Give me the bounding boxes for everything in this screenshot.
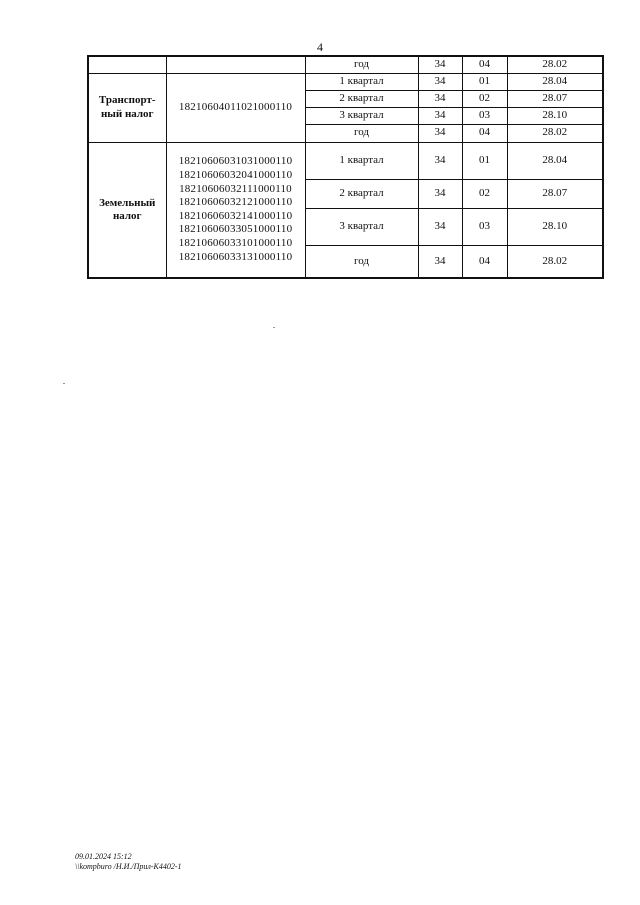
- kbk-code: 18210606032121000110: [178, 196, 293, 209]
- code-b-cell: 04: [462, 56, 507, 73]
- code-b-cell: 01: [462, 73, 507, 90]
- scan-speck: [63, 383, 65, 384]
- table-row: [88, 56, 603, 73]
- page-number: 4: [317, 40, 323, 54]
- code-a-cell: 34: [418, 124, 462, 142]
- date-cell: 28.04: [507, 142, 603, 179]
- period-cell: 2 квартал: [305, 90, 418, 107]
- empty-cell: [88, 56, 166, 73]
- code-b-cell: 01: [462, 142, 507, 179]
- table-row: [88, 73, 603, 90]
- code-a-cell: 34: [418, 56, 462, 73]
- code-b-cell: 04: [462, 124, 507, 142]
- footer-file-path: \\kompburo /Н.И./Прил-К4402-1: [75, 862, 182, 871]
- code-a-cell: 34: [418, 90, 462, 107]
- date-cell: 28.10: [507, 208, 603, 245]
- code-b-cell: 04: [462, 245, 507, 278]
- kbk-code: 18210606032041000110: [178, 168, 293, 181]
- date-cell: 28.07: [507, 90, 603, 107]
- period-cell: 3 квартал: [305, 107, 418, 124]
- period-cell: 2 квартал: [305, 179, 418, 208]
- period-cell: 3 квартал: [305, 208, 418, 245]
- document-footer: [75, 852, 182, 872]
- code-b-cell: 03: [462, 107, 507, 124]
- tax-payment-table: [87, 55, 604, 279]
- kbk-code: 18210606033101000110: [178, 236, 293, 249]
- date-cell: 28.07: [507, 179, 603, 208]
- transport-tax-kbk: 18210604011021000110: [166, 73, 305, 142]
- code-b-cell: 03: [462, 208, 507, 245]
- period-cell: 1 квартал: [305, 73, 418, 90]
- land-tax-kbk-list: [166, 142, 305, 278]
- code-a-cell: 34: [418, 245, 462, 278]
- date-cell: 28.02: [507, 245, 603, 278]
- kbk-code: 18210606032141000110: [178, 209, 293, 222]
- kbk-code: 18210606031031000110: [178, 155, 293, 168]
- code-a-cell: 34: [418, 107, 462, 124]
- footer-timestamp: 09.01.2024 15:12: [75, 852, 132, 861]
- kbk-code: 18210606033131000110: [178, 250, 293, 263]
- code-a-cell: 34: [418, 73, 462, 90]
- period-cell: год: [305, 245, 418, 278]
- date-cell: 28.02: [507, 56, 603, 73]
- code-b-cell: 02: [462, 90, 507, 107]
- scan-speck: [273, 327, 275, 328]
- code-a-cell: 34: [418, 179, 462, 208]
- kbk-code: 18210606033051000110: [178, 223, 293, 236]
- code-a-cell: 34: [418, 208, 462, 245]
- code-a-cell: 34: [418, 142, 462, 179]
- tax-name-text: Земельный налог: [99, 196, 156, 222]
- land-tax-name: [88, 142, 166, 278]
- code-b-cell: 02: [462, 179, 507, 208]
- table-row: [88, 142, 603, 179]
- date-cell: 28.10: [507, 107, 603, 124]
- date-cell: 28.02: [507, 124, 603, 142]
- period-cell: год: [305, 124, 418, 142]
- period-cell: год: [305, 56, 418, 73]
- empty-cell: [166, 56, 305, 73]
- transport-tax-name: [88, 73, 166, 142]
- kbk-code: 18210606032111000110: [179, 182, 292, 195]
- period-cell: 1 квартал: [305, 142, 418, 179]
- tax-name-text: Транспорт- ный налог: [98, 94, 156, 120]
- date-cell: 28.04: [507, 73, 603, 90]
